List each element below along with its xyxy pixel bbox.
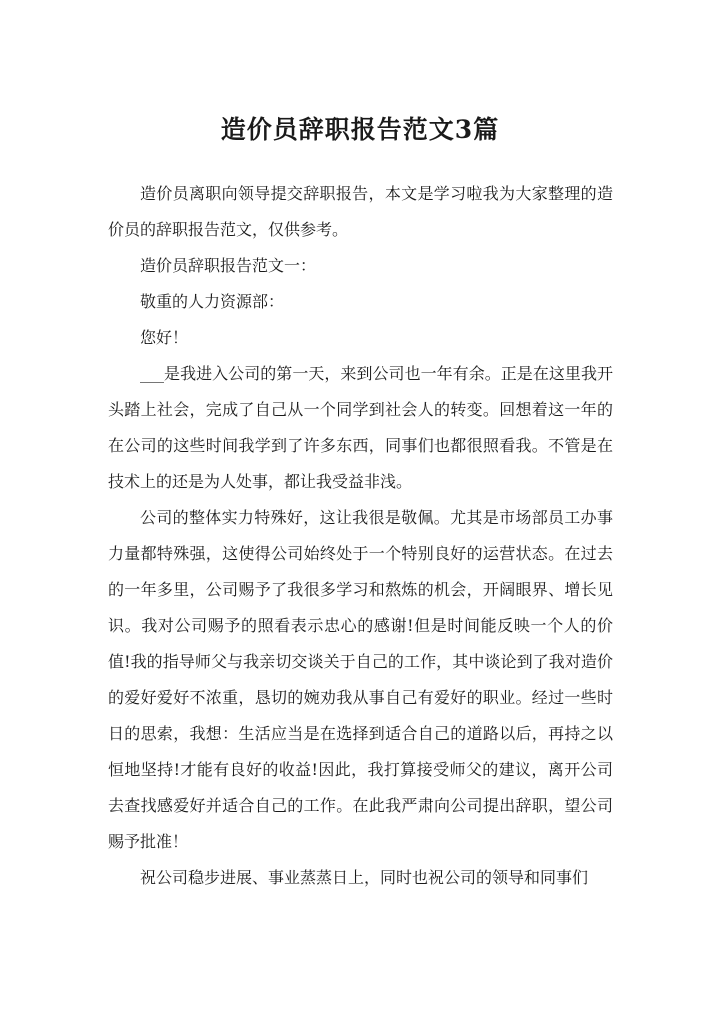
section-heading: 造价员辞职报告范文一： [140, 256, 317, 275]
closing-paragraph: 祝公司稳步进展、事业蒸蒸日上，同时也祝公司的领导和同事们 [140, 868, 589, 887]
document-title: 造价员辞职报告范文3篇 [220, 115, 500, 144]
greeting: 您好！ [140, 328, 189, 347]
body-paragraph: ___是我进入公司的第一天，来到公司也一年有余。正是在这里我开头踏上社会，完成了自己从一个同学到社会人的转变。回想着这一年的在公司的这些时间我学到了许多东西，同事们也都很照看我。不管是在技术上的还是为人处事，都让我受益非浅。 [108, 364, 613, 491]
salutation: 敬重的人力资源部： [140, 292, 285, 311]
intro-paragraph: 造价员离职向领导提交辞职报告，本文是学习啦我为大家整理的造价员的辞职报告范文，仅供参考。 [108, 184, 613, 239]
body-paragraph: 公司的整体实力特殊好，这让我很是敬佩。尤其是市场部员工办事力量都特殊强，这使得公司始终处于一个特别良好的运营状态。在过去的一年多里，公司赐予了我很多学习和熬炼的机会，开阔眼界、增长见识。我对公司赐予的照看表示忠心的感谢!但是时间能反映一个人的价值!我的指导师父与我亲切交谈关于自己的工作，其中谈论到了我对造价的爱好爱好不浓重，恳切的婉劝我从事自己有爱好的职业。经过一些时日的思索，我想：生活应当是在选择到适合自己的道路以后，再持之以恒地坚持!才能有良好的收益!因此，我打算接受师父的建议，离开公司去查找感爱好并适合自己的工作。在此我严肃向公司提出辞职，望公司赐予批准！ [108, 508, 613, 851]
document-body [108, 176, 613, 896]
